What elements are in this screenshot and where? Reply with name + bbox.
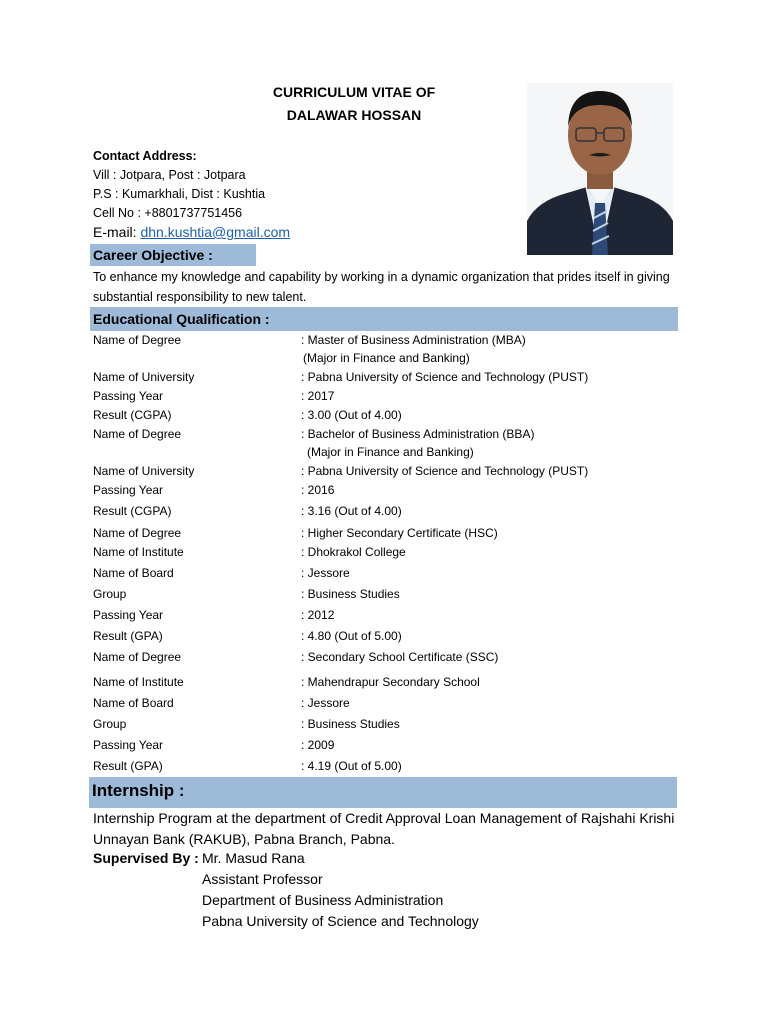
edu-label: Result (GPA) (93, 759, 163, 773)
edu-label: Name of Board (93, 566, 174, 580)
edu-row (93, 696, 693, 714)
edu-label: Result (CGPA) (93, 408, 172, 422)
edu-label: Name of Degree (93, 650, 182, 664)
edu-value: : 3.16 (Out of 4.00) (301, 504, 402, 518)
edu-label: Name of Degree (93, 333, 182, 347)
edu-value: : Jessore (301, 566, 350, 580)
portrait-photo (527, 83, 673, 255)
edu-row (93, 738, 693, 756)
edu-row (93, 587, 693, 605)
edu-row (93, 717, 693, 735)
education-heading: Educational Qualification : (90, 307, 678, 331)
supervisor-title: Assistant Professor (202, 871, 323, 887)
edu-value: : Master of Business Administration (MBA) (301, 333, 526, 347)
edu-row (93, 333, 693, 351)
edu-label: Name of University (93, 464, 195, 478)
bba-major: (Major in Finance and Banking) (307, 445, 474, 459)
edu-label: Passing Year (93, 738, 164, 752)
edu-value: : 2012 (301, 608, 335, 622)
cv-title: CURRICULUM VITAE OF (272, 84, 436, 100)
internship-heading: Internship : (89, 777, 677, 808)
edu-label: Passing Year (93, 483, 164, 497)
edu-row (93, 650, 693, 668)
edu-row (93, 389, 693, 407)
edu-label: Name of Board (93, 696, 174, 710)
supervisor-university: Pabna University of Science and Technology (202, 913, 479, 929)
edu-label: Result (GPA) (93, 629, 163, 643)
edu-row (93, 464, 693, 482)
edu-value: : Higher Secondary Certificate (HSC) (301, 526, 498, 540)
edu-value: : Business Studies (301, 587, 400, 601)
edu-value: : 4.80 (Out of 5.00) (301, 629, 402, 643)
edu-row (93, 629, 693, 647)
edu-value: : 2017 (301, 389, 335, 403)
cell-number: Cell No : +8801737751456 (93, 206, 243, 220)
email-line (93, 224, 290, 240)
edu-label: Passing Year (93, 389, 164, 403)
career-objective-heading: Career Objective : (90, 244, 256, 266)
address-line-1: Vill : Jotpara, Post : Jotpara (93, 168, 246, 182)
edu-value: : Secondary School Certificate (SSC) (301, 650, 499, 664)
edu-value: : 4.19 (Out of 5.00) (301, 759, 402, 773)
edu-label: Group (93, 717, 127, 731)
edu-row (93, 427, 693, 445)
email-link[interactable]: dhn.kushtia@gmail.com (140, 224, 291, 240)
edu-value: : Mahendrapur Secondary School (301, 675, 480, 689)
edu-value: : 2009 (301, 738, 335, 752)
edu-label: Passing Year (93, 608, 164, 622)
edu-value: : Jessore (301, 696, 350, 710)
edu-label: Name of Institute (93, 545, 184, 559)
edu-row (93, 408, 693, 426)
edu-label: Name of Degree (93, 526, 182, 540)
edu-label: Name of University (93, 370, 195, 384)
supervisor-name: Mr. Masud Rana (202, 850, 305, 866)
career-objective-text: To enhance my knowledge and capability by working in a dynamic organization that prides itself in giving substantial responsibility to new talent. (93, 270, 670, 304)
edu-label: Group (93, 587, 127, 601)
supervisor-department: Department of Business Administration (202, 892, 444, 908)
cv-name: DALAWAR HOSSAN (286, 107, 422, 123)
edu-row (93, 545, 693, 563)
edu-row (93, 608, 693, 626)
edu-value: : 3.00 (Out of 4.00) (301, 408, 402, 422)
edu-label: Name of Degree (93, 427, 182, 441)
edu-row (93, 526, 693, 544)
edu-row (93, 675, 693, 693)
edu-row (93, 370, 693, 388)
edu-value: : Dhokrakol College (301, 545, 406, 559)
internship-text: Internship Program at the department of Credit Approval Loan Management of Rajshahi Krishi Unnayan Bank (RAKUB), Pabna Branch, Pabna. (93, 810, 675, 847)
address-line-2: P.S : Kumarkhali, Dist : Kushtia (93, 187, 266, 201)
edu-row (93, 504, 693, 522)
edu-value: : 2016 (301, 483, 335, 497)
edu-value: : Business Studies (301, 717, 400, 731)
edu-value: : Bachelor of Business Administration (BBA) (301, 427, 535, 441)
mba-major: (Major in Finance and Banking) (303, 351, 470, 365)
edu-label: Result (CGPA) (93, 504, 172, 518)
email-label: E-mail: (93, 224, 141, 240)
edu-row (93, 483, 693, 501)
edu-value: : Pabna University of Science and Technology (PUST) (301, 464, 589, 478)
edu-row (93, 759, 693, 777)
supervised-by-label: Supervised By : (93, 850, 199, 866)
edu-label: Name of Institute (93, 675, 184, 689)
contact-heading: Contact Address: (93, 149, 197, 163)
edu-row (93, 566, 693, 584)
edu-value: : Pabna University of Science and Technology (PUST) (301, 370, 589, 384)
